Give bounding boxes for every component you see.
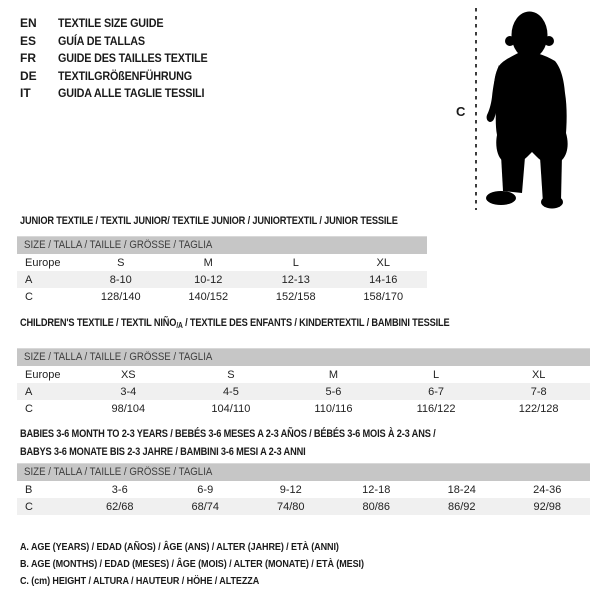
language-row-it <box>20 85 224 103</box>
table-cell: 110/116 <box>314 402 353 415</box>
table-cell: 128/140 <box>100 290 141 303</box>
table-cell: 9-12 <box>279 483 302 496</box>
language-title: TEXTILGRÖßENFÜHRUNG <box>58 68 192 83</box>
table-cell: L <box>433 368 440 381</box>
table-cell: 4-5 <box>222 385 239 398</box>
size-header-bar <box>17 348 590 366</box>
table-cell: 80/86 <box>362 500 391 513</box>
language-title: GUIDE DES TAILLES TEXTILE <box>58 51 208 66</box>
table-cell: XL <box>376 256 390 269</box>
size-header-bar <box>17 236 427 254</box>
table-row <box>17 288 427 305</box>
table-cell: 7-8 <box>530 385 547 398</box>
table-cell: L <box>292 256 299 269</box>
table-cell: 24-36 <box>533 483 562 496</box>
table-cell: 5-6 <box>325 385 342 398</box>
table-cell: 116/122 <box>416 402 456 415</box>
row-label: Europe <box>25 256 61 269</box>
table-cell: M <box>328 368 339 381</box>
table-cell: 140/152 <box>188 290 229 303</box>
table-cell: 14-16 <box>369 273 398 286</box>
language-code: DE <box>20 68 37 83</box>
table-row <box>17 254 427 271</box>
title-text-line2: BABYS 3-6 MONATE BIS 2-3 JAHRE / BAMBINI 3-6 MESI A 2-3 ANNI <box>20 445 306 458</box>
children-table <box>17 366 590 417</box>
table-cell: 152/158 <box>275 290 316 303</box>
row-label: B <box>25 483 33 496</box>
table-cell: XS <box>120 368 136 381</box>
junior-table <box>17 254 427 305</box>
junior-table-title <box>20 214 398 232</box>
language-title: GUIDA ALLE TAGLIE TESSILI <box>58 86 205 101</box>
note-c: C. (cm) HEIGHT / ALTURA / HAUTEUR / HÖHE / ALTEZZA <box>20 574 260 587</box>
table-cell: 18-24 <box>447 483 476 496</box>
table-row <box>17 366 590 383</box>
babies-table <box>17 481 590 515</box>
row-label: Europe <box>25 368 61 381</box>
size-header-bar <box>17 463 590 481</box>
height-measure-label: C <box>456 104 466 119</box>
row-label: A <box>25 273 33 286</box>
table-cell: 6-9 <box>197 483 214 496</box>
language-title: TEXTILE SIZE GUIDE <box>58 16 164 30</box>
title-text: / TEXTILE DES ENFANTS / KINDERTEXTIL / BAMBINI TESSILE <box>182 317 450 329</box>
language-title: GUÍA DE TALLAS <box>58 33 145 48</box>
table-cell: S <box>227 368 235 381</box>
language-list <box>20 15 224 103</box>
table-row <box>17 383 590 400</box>
row-label: C <box>25 290 33 303</box>
row-label: A <box>25 385 33 398</box>
table-cell: 6-7 <box>428 385 445 398</box>
table-cell: 86/92 <box>447 500 476 513</box>
table-cell: XL <box>531 368 546 381</box>
children-table-title <box>20 316 450 334</box>
language-code: IT <box>20 86 31 101</box>
language-row-fr <box>20 50 224 68</box>
table-cell: 8-10 <box>109 273 132 286</box>
size-header-text: SIZE / TALLA / TAILLE / GRÖSSE / TAGLIA <box>24 351 213 363</box>
height-measure-dashed-line <box>475 8 477 210</box>
size-header-text: SIZE / TALLA / TAILLE / GRÖSSE / TAGLIA <box>24 239 213 251</box>
table-cell: S <box>117 256 125 269</box>
table-cell: 74/80 <box>276 500 305 513</box>
note-b: B. AGE (MONTHS) / EDAD (MESES) / ÂGE (MOIS) / ALTER (MONATE) / ETÀ (MESI) <box>20 557 364 570</box>
table-cell: 10-12 <box>194 273 223 286</box>
table-cell: 3-4 <box>120 385 137 398</box>
title-text: CHILDREN'S TEXTILE / TEXTIL NIÑO <box>20 317 177 329</box>
table-cell: 98/104 <box>111 402 146 415</box>
row-label: C <box>25 500 33 513</box>
language-code: EN <box>20 16 37 30</box>
table-row <box>17 498 590 515</box>
size-header-text: SIZE / TALLA / TAILLE / GRÖSSE / TAGLIA <box>24 466 213 478</box>
row-label: C <box>25 402 33 415</box>
table-cell: 158/170 <box>363 290 404 303</box>
title-text: BABIES 3-6 MONTH TO 2-3 YEARS / BEBÉS 3-6 MESES A 2-3 AÑOS / BÉBÉS 3-6 MOIS À 2-3 ANS / <box>20 428 436 440</box>
table-cell: 104/110 <box>211 402 251 415</box>
table-cell: 122/128 <box>518 402 559 415</box>
table-row <box>17 400 590 417</box>
table-cell: M <box>203 256 213 269</box>
note-a: A. AGE (YEARS) / EDAD (AÑOS) / ÂGE (ANS) / ALTER (JAHRE) / ETÀ (ANNI) <box>20 541 339 553</box>
table-cell: 12-13 <box>281 273 310 286</box>
title-subscript: /A <box>176 321 183 330</box>
language-row-de <box>20 68 224 86</box>
baby-silhouette-icon <box>485 5 595 210</box>
babies-table-title <box>20 427 435 460</box>
legend-notes <box>20 539 420 589</box>
table-row <box>17 481 590 498</box>
language-code: ES <box>20 33 37 48</box>
table-cell: 12-18 <box>362 483 391 496</box>
table-row <box>17 271 427 288</box>
table-cell: 3-6 <box>111 483 128 496</box>
table-cell: 92/98 <box>533 500 562 513</box>
language-row-es <box>20 33 224 51</box>
title-text: JUNIOR TEXTILE / TEXTIL JUNIOR/ TEXTILE JUNIOR / JUNIORTEXTIL / JUNIOR TESSILE <box>20 215 398 227</box>
table-cell: 68/74 <box>191 500 220 513</box>
language-row-en <box>20 15 224 33</box>
table-cell: 62/68 <box>105 500 134 513</box>
language-code: FR <box>20 51 36 66</box>
